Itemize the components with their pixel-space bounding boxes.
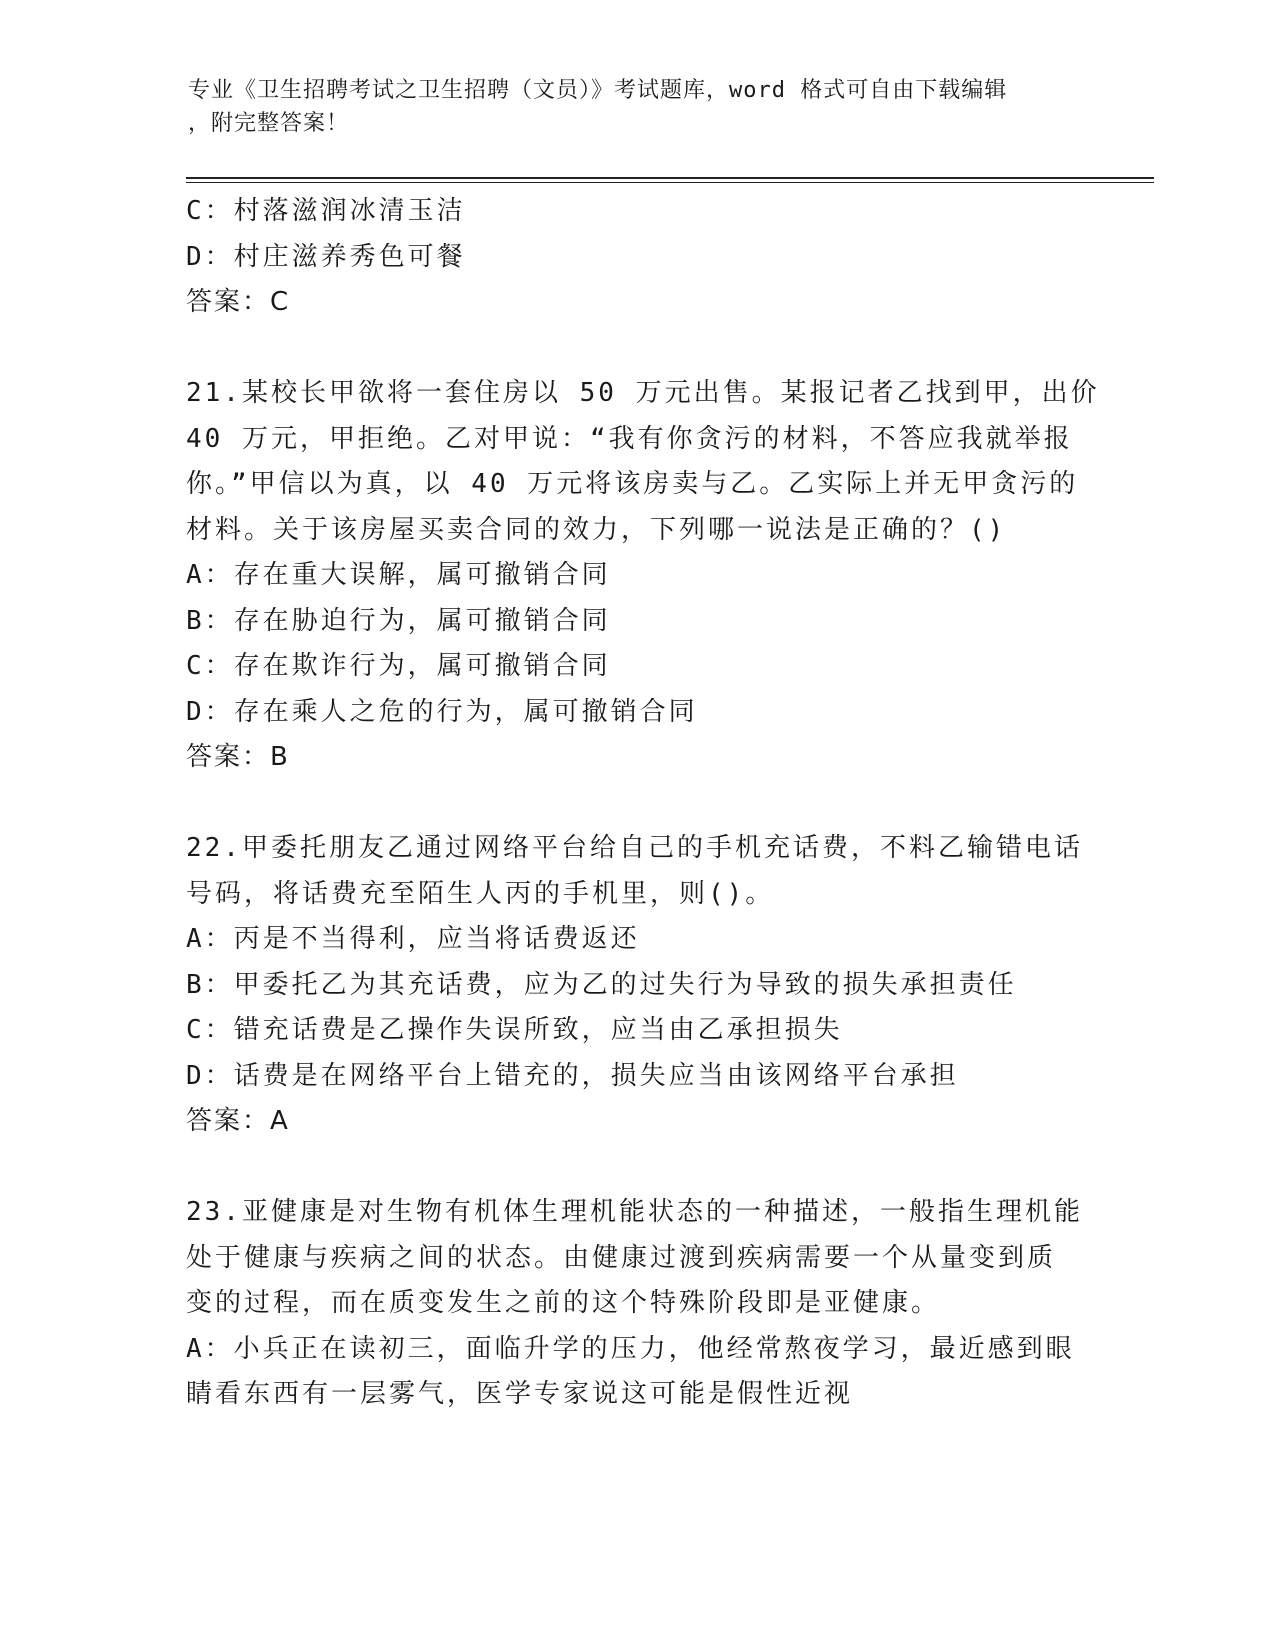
answer: 答案：B [186, 742, 290, 772]
option-a-continued: 睛看东西有一层雾气，医学专家说这可能是假性近视 [186, 1379, 854, 1409]
option-a: A：丙是不当得利，应当将话费返还 [186, 924, 640, 954]
question-stem-line: 材料。关于该房屋买卖合同的效力，下列哪一说法是正确的？() [186, 514, 1007, 545]
header-rule-thick [186, 177, 1154, 179]
option-d: D：村庄滋养秀色可餐 [186, 241, 466, 272]
previous-question-tail [186, 189, 1086, 326]
question-stem-line: 变的过程，而在质变发生之前的这个特殊阶段即是亚健康。 [186, 1288, 941, 1318]
header-rule-thin [186, 182, 1154, 183]
question-stem-line: 号码，将话费充至陌生人丙的手机里，则()。 [186, 878, 775, 909]
question-stem-line: 23.亚健康是对生物有机体生理机能状态的一种描述，一般指生理机能 [186, 1197, 1083, 1227]
spacer [186, 326, 1086, 372]
header-line-2: ，附完整答案！ [188, 111, 350, 136]
answer: 答案：C [186, 287, 291, 317]
question-21 [186, 371, 1100, 781]
option-a: A：存在重大误解，属可撤销合同 [186, 560, 611, 590]
option-a: A：小兵正在读初三，面临升学的压力，他经常熬夜学习，最近感到眼 [186, 1333, 1075, 1364]
question-stem-line: 40 万元，甲拒绝。乙对甲说：“我有你贪污的材料，不答应我就举报 [186, 423, 1073, 454]
question-stem-line: 21.某校长甲欲将一套住房以 50 万元出售。某报记者乙找到甲，出价 [186, 378, 1100, 408]
header-line-1: 专业《卫生招聘考试之卫生招聘（文员）》考试题库，word 格式可自由下载编辑 [188, 78, 1008, 103]
option-d: D：话费是在网络平台上错充的，损失应当由该网络平台承担 [186, 1060, 959, 1091]
option-c: C：错充话费是乙操作失误所致，应当由乙承担损失 [186, 1015, 843, 1045]
option-b: B：甲委托乙为其充话费，应为乙的过失行为导致的损失承担责任 [186, 969, 1017, 1000]
spacer [186, 781, 1086, 827]
document-header [188, 74, 1068, 140]
spacer [186, 1145, 1086, 1191]
question-23 [186, 1190, 1086, 1418]
option-d: D：存在乘人之危的行为，属可撤销合同 [186, 696, 698, 727]
option-b: B：存在胁迫行为，属可撤销合同 [186, 605, 611, 636]
option-c: C：存在欺诈行为，属可撤销合同 [186, 651, 611, 681]
question-stem-line: 处于健康与疾病之间的状态。由健康过渡到疾病需要一个从量变到质 [186, 1242, 1057, 1273]
question-stem-line: 你。”甲信以为真，以 40 万元将该房卖与乙。乙实际上并无甲贪污的 [186, 469, 1079, 499]
question-content [186, 189, 1100, 1418]
option-c: C：村落滋润冰清玉洁 [186, 196, 466, 226]
question-stem-line: 22.甲委托朋友乙通过网络平台给自己的手机充话费，不料乙输错电话 [186, 833, 1083, 863]
question-22 [186, 826, 1086, 1145]
answer: 答案：A [186, 1106, 290, 1136]
